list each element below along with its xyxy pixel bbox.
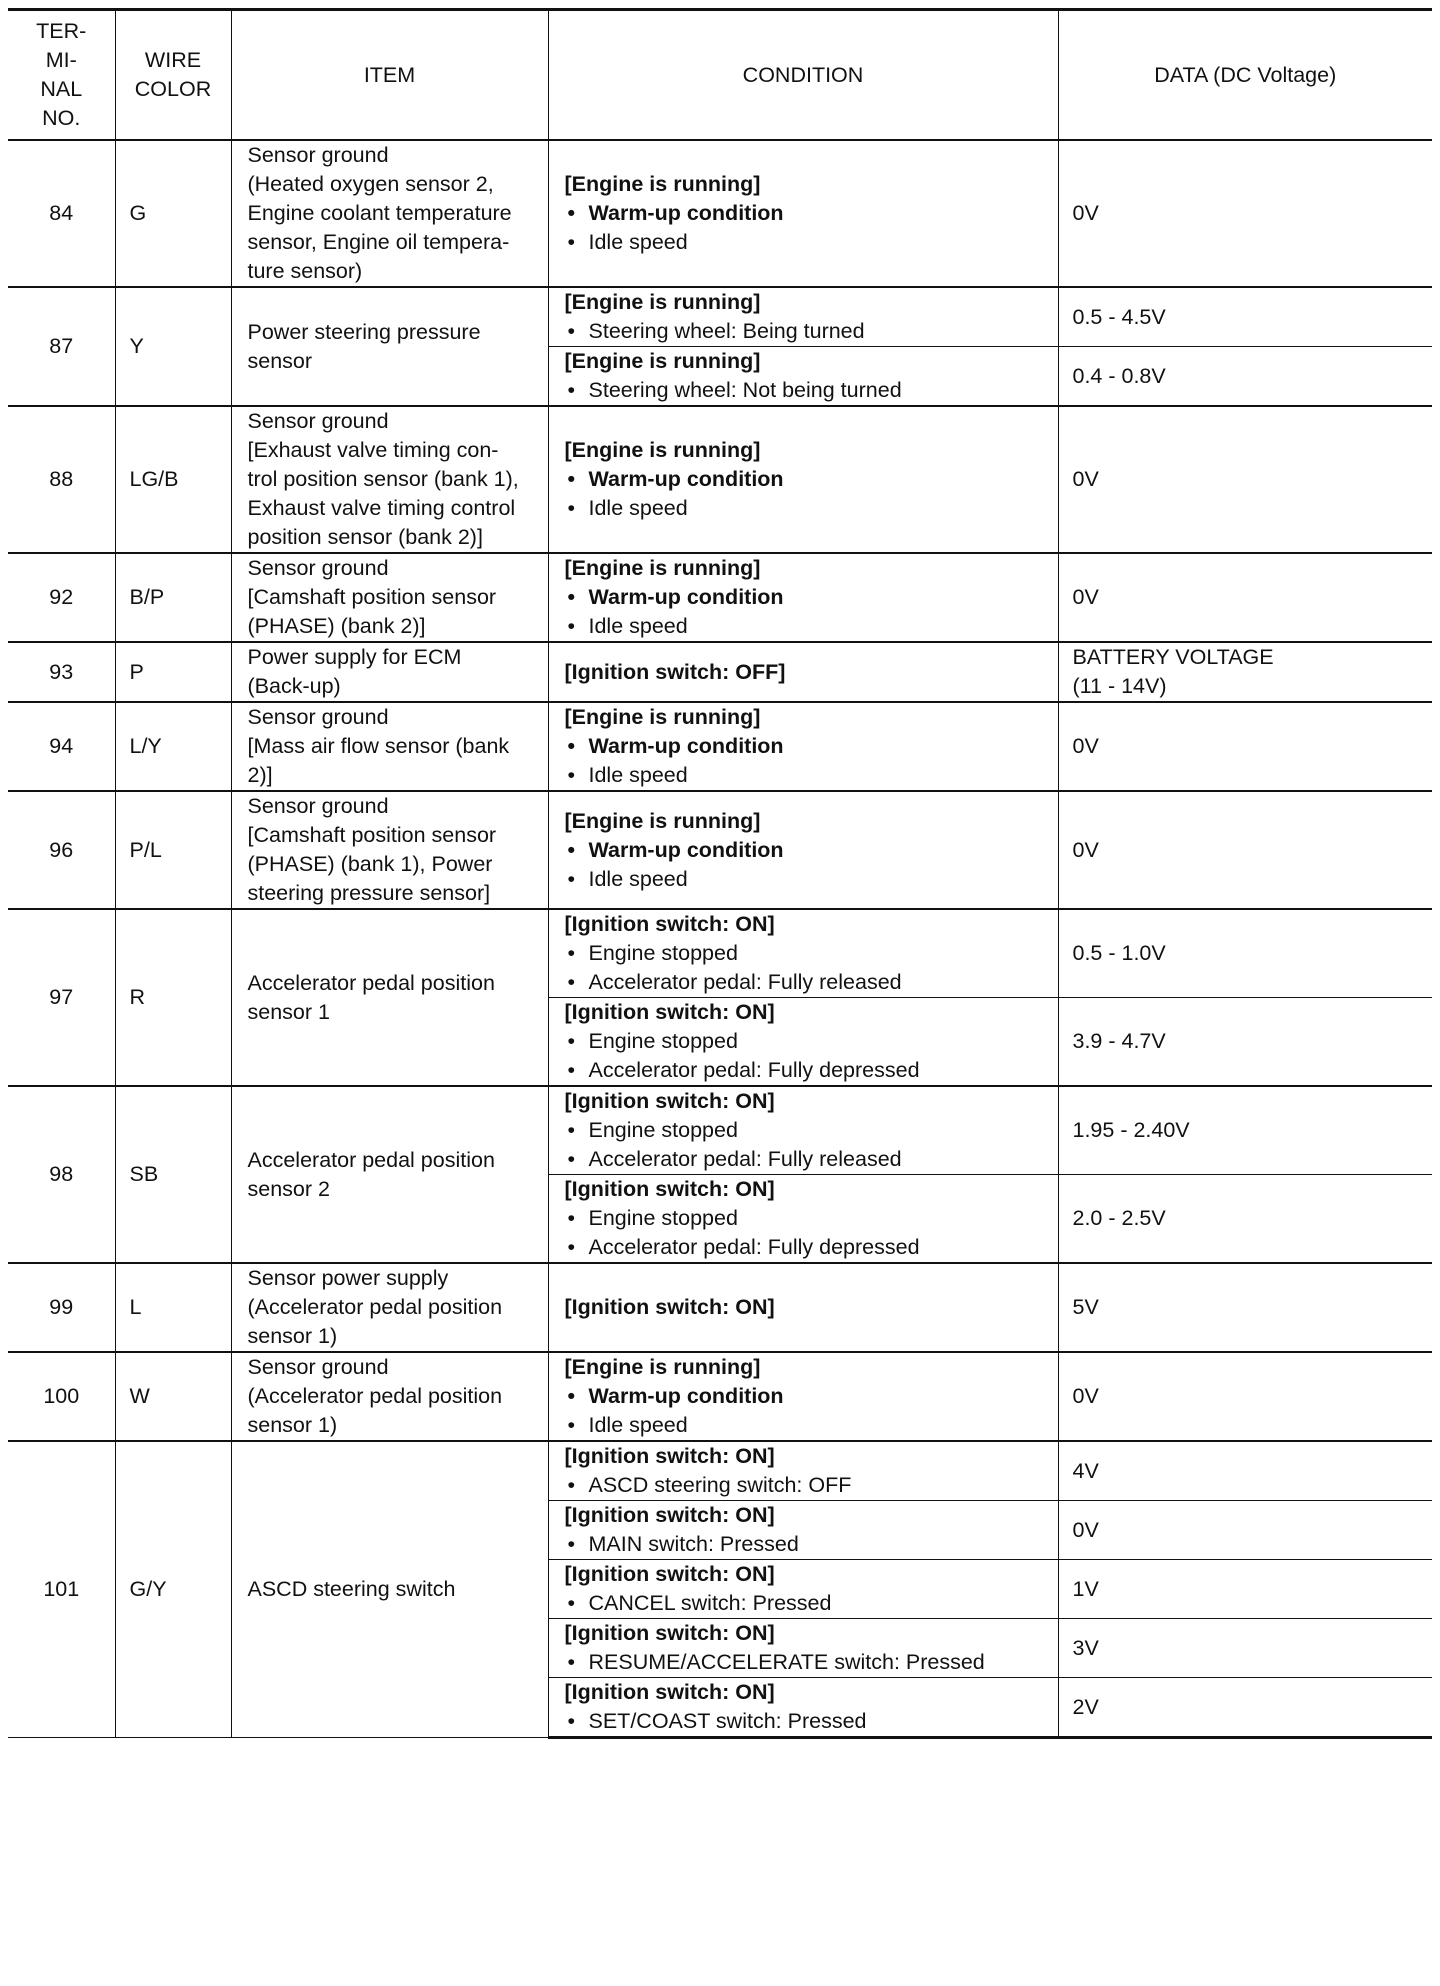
wire-color: P [115,642,231,702]
condition-bullet: • Warm-up condition [565,465,1052,494]
condition-cell [548,642,1058,702]
wire-color: W [115,1352,231,1441]
terminal-number: 97 [8,909,115,1086]
condition-cell [548,1175,1058,1264]
wire-color: L/Y [115,702,231,791]
item-line: (Accelerator pedal position [247,1384,503,1408]
header-data: DATA (DC Voltage) [1058,10,1432,141]
condition-header: [Ignition switch: OFF] [564,659,786,684]
item-line: sensor 1 [247,999,330,1024]
condition-cell [548,406,1058,553]
wire-color: G [115,140,231,287]
terminal-number: 93 [8,642,115,702]
condition-bullet: • Idle speed [565,761,1052,790]
item-line: sensor 2 [247,1176,330,1201]
table-body [8,140,1432,1738]
condition-bullet: • RESUME/ACCELERATE switch: Pressed [565,1648,1052,1677]
wire-color: Y [115,287,231,406]
dc-voltage-value [1058,287,1432,347]
condition-bullet: • Warm-up condition [565,732,1052,761]
item-line: [Mass air flow sensor (bank [247,734,510,758]
voltage-line: (11 - 14V) [1072,674,1167,698]
table-row [8,287,1432,347]
terminal-number: 96 [8,791,115,909]
item-description [231,642,548,702]
condition-bullet: • SET/COAST switch: Pressed [565,1707,1052,1736]
terminal-number: 88 [8,406,115,553]
condition-bullet: • Engine stopped [565,1116,1052,1145]
table-row [8,642,1432,702]
item-line: Sensor ground [247,705,389,729]
wire-color: P/L [115,791,231,909]
item-line: trol position sensor (bank 1), [247,467,519,491]
item-description [231,553,548,642]
condition-cell [548,1560,1058,1619]
item-line: Engine coolant temperature [247,201,512,225]
table-row [8,791,1432,909]
voltage-line: 1V [1072,1576,1099,1601]
dc-voltage-value [1058,347,1432,407]
dc-voltage-value [1058,791,1432,909]
condition-cell [548,1086,1058,1175]
item-line: Sensor power supply [247,1266,449,1290]
item-line: steering pressure sensor] [247,881,491,905]
condition-header: [Ignition switch: ON] [564,912,775,936]
voltage-line: 0.5 - 1.0V [1072,941,1166,965]
item-line: 2)] [247,763,273,787]
condition-header: [Engine is running] [564,705,761,729]
condition-bullet: • Idle speed [565,1411,1052,1440]
table-row [8,140,1432,287]
voltage-line: 0V [1072,837,1099,862]
header-row [8,10,1432,141]
item-line: Sensor ground [247,556,389,580]
item-description [231,1352,548,1441]
table-row [8,1086,1432,1175]
condition-bullet: • Idle speed [565,494,1052,523]
item-line: [Exhaust valve timing con- [247,438,499,462]
header-condition: CONDITION [548,10,1058,141]
condition-bullet: • Engine stopped [565,1027,1052,1056]
ecm-terminal-table [8,8,1432,1739]
condition-cell [548,553,1058,642]
condition-cell [548,702,1058,791]
voltage-line: 1.95 - 2.40V [1072,1118,1190,1142]
condition-header: [Ignition switch: ON] [564,1503,775,1527]
header-terminal-line: MI- [45,48,77,72]
condition-bullet: • Engine stopped [565,939,1052,968]
voltage-line: BATTERY VOLTAGE [1072,645,1274,669]
table-row [8,1352,1432,1441]
item-line: sensor, Engine oil tempera- [247,230,510,254]
condition-header: [Engine is running] [564,349,761,373]
voltage-line: 2V [1072,1694,1099,1719]
condition-bullet: • Warm-up condition [565,836,1052,865]
wire-color: R [115,909,231,1086]
item-description [231,702,548,791]
condition-cell [548,909,1058,998]
condition-header: [Ignition switch: ON] [564,1444,775,1468]
header-terminal-no [8,10,115,141]
condition-cell [548,998,1058,1087]
table-row [8,406,1432,553]
condition-bullet: • Idle speed [565,228,1052,257]
item-line: (Heated oxygen sensor 2, [247,172,494,196]
condition-bullet: • Warm-up condition [565,1382,1052,1411]
header-wire-line: WIRE [144,48,202,72]
table-row [8,553,1432,642]
voltage-line: 0.5 - 4.5V [1072,304,1166,329]
header-wire-line: COLOR [134,77,212,101]
dc-voltage-value [1058,140,1432,287]
voltage-line: 3V [1072,1635,1099,1660]
dc-voltage-value [1058,1441,1432,1501]
condition-cell [548,140,1058,287]
dc-voltage-value [1058,998,1432,1087]
voltage-line: 5V [1072,1295,1099,1319]
item-line: sensor 1) [247,1413,338,1437]
condition-bullet: • Warm-up condition [565,199,1052,228]
item-description [231,1441,548,1738]
condition-cell [548,1352,1058,1441]
item-line: ASCD steering switch [247,1577,456,1601]
item-description [231,1086,548,1263]
condition-bullet: • Steering wheel: Not being turned [565,376,1052,405]
item-line: Power supply for ECM [247,645,462,669]
condition-cell [548,1501,1058,1560]
terminal-number: 87 [8,287,115,406]
dc-voltage-value [1058,1086,1432,1175]
condition-cell [548,287,1058,347]
terminal-number: 99 [8,1263,115,1352]
condition-header: [Engine is running] [564,438,761,462]
table-row [8,1263,1432,1352]
dc-voltage-value [1058,406,1432,553]
dc-voltage-value [1058,642,1432,702]
terminal-table-wrapper [8,8,1432,1739]
item-description [231,791,548,909]
condition-bullet: • Accelerator pedal: Fully depressed [565,1233,1052,1262]
voltage-line: 0V [1072,467,1099,491]
condition-header: [Ignition switch: ON] [564,1295,775,1319]
voltage-line: 0V [1072,1517,1099,1542]
dc-voltage-value [1058,1175,1432,1264]
header-item: ITEM [231,10,548,141]
condition-header: [Engine is running] [564,556,761,580]
voltage-line: 0V [1072,734,1099,758]
condition-header: [Engine is running] [564,290,761,314]
wire-color: SB [115,1086,231,1263]
item-description [231,406,548,553]
dc-voltage-value [1058,1678,1432,1738]
item-line: (PHASE) (bank 1), Power [247,852,493,876]
condition-bullet: • CANCEL switch: Pressed [565,1589,1052,1618]
item-line: Sensor ground [247,1355,389,1379]
wire-color: B/P [115,553,231,642]
item-line: [Camshaft position sensor [247,823,497,847]
voltage-line: 3.9 - 4.7V [1072,1029,1166,1053]
condition-bullet: • Idle speed [565,865,1052,894]
item-line: Accelerator pedal position [247,970,495,995]
voltage-line: 4V [1072,1458,1099,1483]
dc-voltage-value [1058,553,1432,642]
item-line: Power steering pressure [247,319,481,344]
condition-bullet: • Accelerator pedal: Fully released [565,968,1052,997]
condition-header: [Ignition switch: ON] [564,1177,775,1201]
terminal-number: 100 [8,1352,115,1441]
item-line: Sensor ground [247,409,389,433]
item-description [231,1263,548,1352]
condition-bullet: • MAIN switch: Pressed [565,1530,1052,1559]
item-line: Sensor ground [247,143,389,167]
condition-header: [Engine is running] [564,172,761,196]
condition-bullet: • Engine stopped [565,1204,1052,1233]
item-description [231,140,548,287]
item-line: sensor [247,348,313,373]
item-description [231,909,548,1086]
condition-header: [Ignition switch: ON] [564,1621,775,1645]
voltage-line: 0.4 - 0.8V [1072,363,1166,388]
condition-bullet: • ASCD steering switch: OFF [565,1471,1052,1500]
item-line: sensor 1) [247,1324,338,1348]
item-line: Sensor ground [247,794,389,818]
terminal-number: 84 [8,140,115,287]
voltage-line: 0V [1072,201,1099,225]
header-terminal-line: TER- [36,19,87,43]
item-line: [Camshaft position sensor [247,585,497,609]
voltage-line: 0V [1072,585,1099,609]
table-row [8,909,1432,998]
condition-cell [548,1441,1058,1501]
dc-voltage-value [1058,909,1432,998]
header-terminal-line: NAL [40,77,83,101]
dc-voltage-value [1058,1352,1432,1441]
dc-voltage-value [1058,1263,1432,1352]
terminal-number: 92 [8,553,115,642]
item-line: ture sensor) [247,259,363,283]
condition-bullet: • Accelerator pedal: Fully depressed [565,1056,1052,1085]
condition-header: [Engine is running] [564,1355,761,1379]
condition-cell [548,1263,1058,1352]
dc-voltage-value [1058,1619,1432,1678]
item-description [231,287,548,406]
condition-bullet: • Warm-up condition [565,583,1052,612]
voltage-line: 0V [1072,1384,1099,1408]
table-row [8,1441,1432,1501]
condition-header: [Engine is running] [564,808,761,833]
terminal-number: 101 [8,1441,115,1738]
dc-voltage-value [1058,1501,1432,1560]
item-line: Exhaust valve timing control [247,496,516,520]
condition-header: [Ignition switch: ON] [564,1562,775,1586]
terminal-number: 94 [8,702,115,791]
condition-bullet: • Accelerator pedal: Fully released [565,1145,1052,1174]
header-wire-color [115,10,231,141]
terminal-number: 98 [8,1086,115,1263]
item-line: (Accelerator pedal position [247,1295,503,1319]
header-terminal-line: NO. [42,106,81,130]
table-row [8,702,1432,791]
condition-cell [548,347,1058,407]
item-line: Accelerator pedal position [247,1147,495,1172]
wire-color: G/Y [115,1441,231,1738]
condition-cell [548,1678,1058,1738]
voltage-line: 2.0 - 2.5V [1072,1206,1166,1230]
wire-color: L [115,1263,231,1352]
condition-header: [Ignition switch: ON] [564,1000,775,1024]
item-line: (PHASE) (bank 2)] [247,614,426,638]
condition-cell [548,791,1058,909]
dc-voltage-value [1058,702,1432,791]
condition-header: [Ignition switch: ON] [564,1089,775,1113]
dc-voltage-value [1058,1560,1432,1619]
wire-color: LG/B [115,406,231,553]
condition-bullet: • Steering wheel: Being turned [565,317,1052,346]
item-line: position sensor (bank 2)] [247,525,483,549]
item-line: (Back-up) [247,674,341,698]
condition-cell [548,1619,1058,1678]
condition-header: [Ignition switch: ON] [564,1680,775,1704]
condition-bullet: • Idle speed [565,612,1052,641]
